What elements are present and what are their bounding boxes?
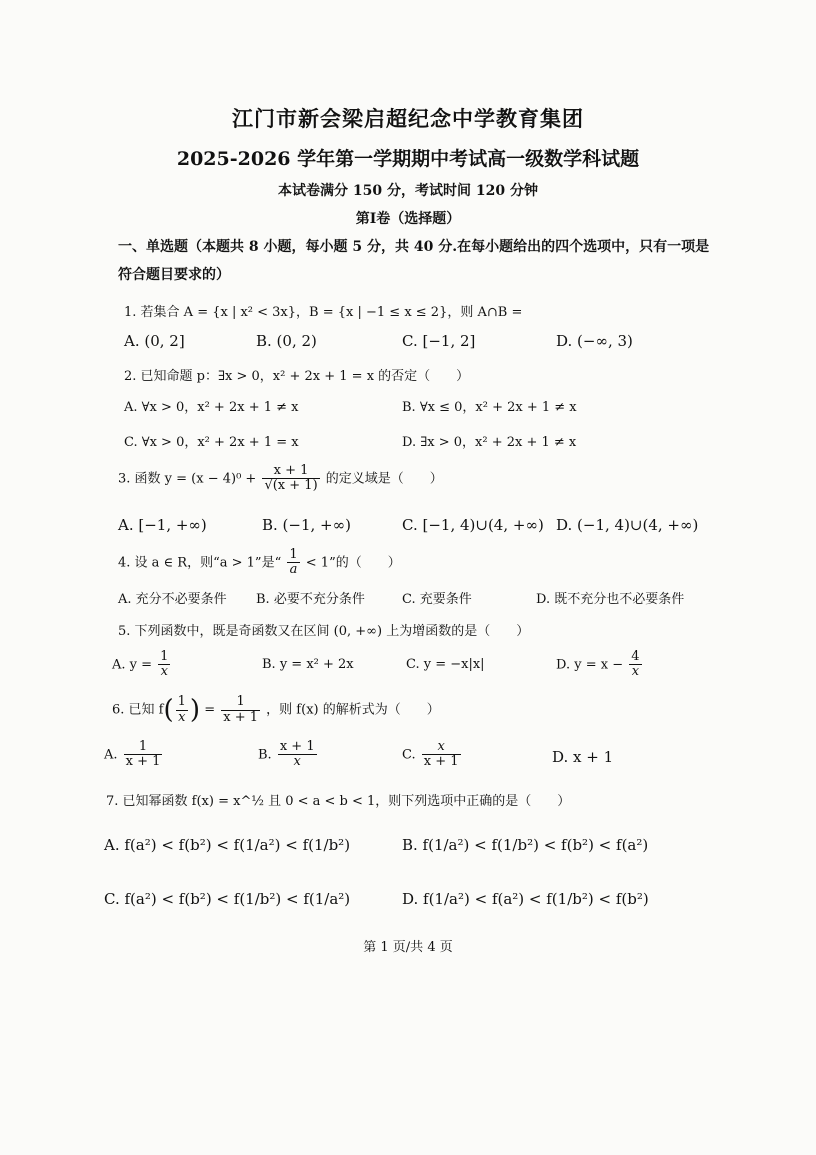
section-heading-line2: 符合题目要求的） [118,267,230,283]
q6-c-den: x + 1 [423,754,459,770]
q5-d-num: 4 [631,649,640,664]
q4-option-b: B. 必要不充分条件 [256,592,365,607]
q6-arg-num: 1 [177,694,186,710]
q6-c-fraction [422,740,461,770]
q4-option-d: D. 既不充分也不必要条件 [536,592,685,607]
q6-c-num: x [422,740,461,755]
q6-arg-den: x [178,709,186,725]
q5-d-prefix: D. y = x − [556,657,624,673]
q3-option-a: A. [−1, +∞) [118,516,207,534]
q2-option-c: C. ∀x > 0，x² + 2x + 1 = x [124,435,299,450]
page-footer: 第 1 页/共 4 页 [363,940,453,955]
q4-option-a: A. 充分不必要条件 [118,592,227,607]
q6-arg-fraction [176,695,188,725]
q6-b-fraction [278,740,317,770]
q1-option-a: A. (0, 2] [124,332,185,350]
q3-fraction [262,464,319,494]
q3-stem-suffix: 的定义域是（ ） [325,471,443,487]
q6-option-c [402,740,463,770]
q7-option-b: B. f(1/a²) < f(1/b²) < f(b²) < f(a²) [402,836,649,854]
q7-option-c: C. f(a²) < f(b²) < f(1/b²) < f(1/a²) [104,890,351,908]
q6-a-den: x + 1 [125,754,161,770]
q6-a-label: A. [104,747,118,763]
q6-a-fraction [124,740,163,770]
q6-stem-suffix: ，则 f(x) 的解析式为（ ） [266,702,440,718]
q5-a-den: x [160,664,168,680]
q5-option-a [112,650,172,680]
q6-rhs-num: 1 [221,695,260,710]
q4-stem-prefix: 4. 设 a ∈ R，则“a > 1”是“ [118,555,282,571]
q3-option-c: C. [−1, 4)∪(4, +∞) [402,516,544,534]
q6-option-d: D. x + 1 [552,748,614,766]
q6-eq: = [204,702,216,718]
q5-option-c: C. y = −x|x| [406,657,485,672]
q6-stem-prefix: 6. 已知 f [112,702,164,718]
school-name: 江门市新会梁启超纪念中学教育集团 [232,106,584,131]
q1-option-d: D. (−∞, 3) [556,332,633,350]
q4-stem [118,548,401,578]
q3-stem-prefix: 3. 函数 y = (x − 4)⁰ + [118,471,257,487]
part-title: 第Ⅰ卷（选择题） [355,211,461,227]
q1-stem: 1. 若集合 A = {x | x² < 3x}，B = {x | −1 ≤ x ≤ 2}，则 A∩B = [124,305,523,320]
q4-stem-suffix: < 1”的（ ） [305,555,401,571]
q6-stem: 6. 已知 f( $\frac{1}{x}$ ) = $\frac{1}{x + 1}$ ，则 f(x) 的解析式为（ ） [112,694,440,725]
q3-option-b: B. (−1, +∞) [262,516,351,534]
q5-a-prefix: A. y = [112,657,153,673]
q7-stem: 7. 已知幂函数 f(x) = x^½ 且 0 < a < b < 1，则下列选项中正确的是（ ） [106,794,571,809]
q6-b-den: x [293,754,301,770]
q6-c-label: C. [402,747,416,763]
q6-rhs-den: x + 1 [223,709,259,725]
section-heading-line1: 一、单选题（本题共 8 小题，每小题 5 分，共 40 分.在每小题给出的四个选项中，只有一项是 [118,239,710,255]
q4-option-c: C. 充要条件 [402,592,472,607]
q2-stem: 2. 已知命题 p：∃x > 0，x² + 2x + 1 = x 的否定（ ） [124,369,470,384]
exam-title: 2025-2026 学年第一学期期中考试高一级数学科试题 [176,148,640,170]
q5-option-b: B. y = x² + 2x [262,657,354,672]
exam-info: 本试卷满分 150 分，考试时间 120 分钟 [278,183,538,199]
q7-option-d: D. f(1/a²) < f(a²) < f(1/b²) < f(b²) [402,890,649,908]
q5-a-fraction [158,650,170,680]
q5-option-d [556,650,644,680]
q6-b-num: x + 1 [279,739,315,754]
q3-stem [118,464,443,494]
q6-rhs-fraction [221,695,260,725]
q1-option-c: C. [−1, 2] [402,332,476,350]
q4-frac-num: 1 [289,547,298,562]
q3-frac-den: √(x + 1) [264,478,318,494]
q2-option-d: D. ∃x > 0，x² + 2x + 1 ≠ x [402,435,577,450]
q6-option-b [258,740,319,770]
q4-fraction [287,548,299,578]
q5-stem: 5. 下列函数中，既是奇函数又在区间 (0, +∞) 上为增函数的是（ ） [118,624,530,639]
q6-b-label: B. [258,747,272,763]
q5-d-fraction [629,650,641,680]
q3-option-d: D. (−1, 4)∪(4, +∞) [556,516,699,534]
q7-option-a: A. f(a²) < f(b²) < f(1/a²) < f(1/b²) [104,836,351,854]
q5-a-num: 1 [160,649,169,664]
q3-frac-num: x + 1 [262,464,319,479]
q2-option-b: B. ∀x ≤ 0，x² + 2x + 1 ≠ x [402,400,577,415]
q2-option-a: A. ∀x > 0，x² + 2x + 1 ≠ x [124,400,299,415]
q6-option-a [104,740,164,770]
q4-frac-den: a [289,562,298,578]
q5-d-den: x [631,664,640,680]
q1-option-b: B. (0, 2) [256,332,317,350]
q6-a-num: 1 [124,740,163,755]
